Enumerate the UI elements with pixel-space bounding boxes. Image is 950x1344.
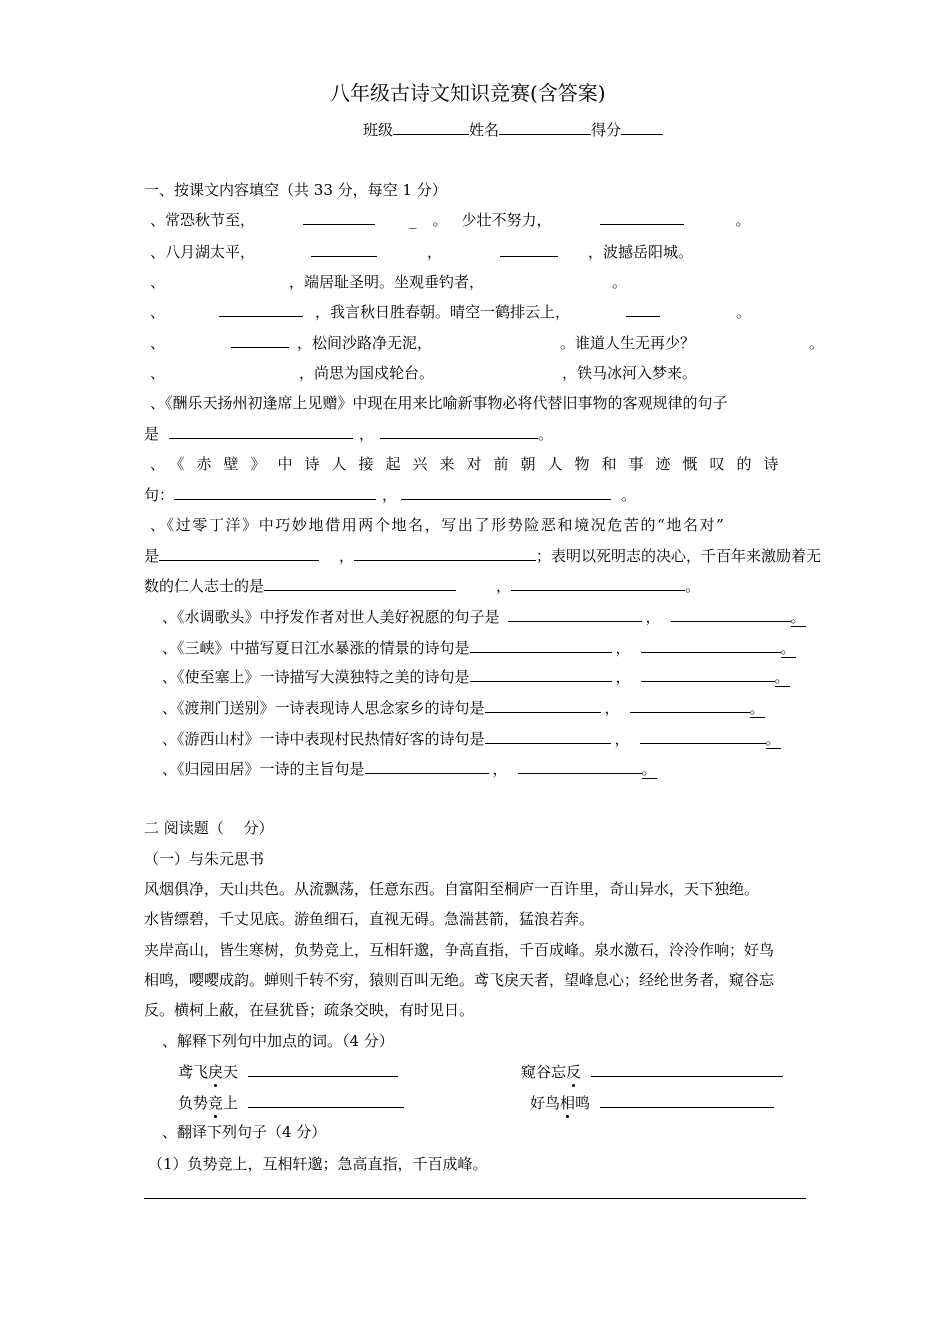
passage-line: 水皆缥碧，千丈见底。游鱼细石，直视无碍。急湍甚箭，猛浪若奔。 <box>144 910 595 928</box>
blank[interactable] <box>248 1093 404 1108</box>
reading-question-2: 、翻译下列句子（4 分） <box>162 1123 327 1141</box>
question-9: 、《过零丁洋》中巧妙地借用两个地名，写出了形势险恶和境况危苦的“地名对” <box>150 516 726 534</box>
section1-heading: 一、按课文内容填空（共 33 分，每空 1 分） <box>144 181 447 199</box>
blank[interactable] <box>231 333 289 348</box>
dotted-char: 相 <box>560 1094 576 1112</box>
blank[interactable] <box>600 210 684 225</box>
blank[interactable] <box>630 698 750 713</box>
word-item-2: 窥谷忘反 <box>521 1062 783 1082</box>
passage-line: 反。横柯上蔽，在昼犹昏；疏条交映，有时见日。 <box>144 1001 475 1019</box>
score-label: 得分 <box>591 121 622 139</box>
blank[interactable] <box>641 667 775 682</box>
blank[interactable] <box>671 607 791 622</box>
question-8-answer: 句： ， 。 <box>144 486 637 504</box>
section2-heading: 二 阅读题（ 分） <box>144 819 274 837</box>
header-fields <box>363 120 663 140</box>
reading-question-1: 、解释下列句中加点的词。（4 分） <box>162 1032 394 1050</box>
name-label: 姓名 <box>469 121 500 139</box>
question-9-answer-2: 数的仁人志士的是 ， 。 <box>144 577 701 595</box>
blank[interactable] <box>354 546 536 561</box>
question-6: 、 ，尚思为国戍轮台。 ，铁马冰河入梦来。 <box>150 364 698 382</box>
dotted-char: 竞 <box>208 1094 224 1112</box>
class-label: 班级 <box>363 121 394 139</box>
question-1: 、常恐秋节至， _ 。 少壮不努力， 。 <box>150 211 751 229</box>
blank[interactable] <box>365 759 489 774</box>
blank[interactable] <box>600 1093 774 1108</box>
blank[interactable] <box>264 576 456 591</box>
blank[interactable] <box>174 485 376 500</box>
question-11: 、《三峡》中描写夏日江水暴涨的情景的诗句是 ， 。 <box>162 639 796 657</box>
blank[interactable] <box>248 1062 398 1077</box>
blank[interactable] <box>511 576 685 591</box>
score-blank[interactable] <box>621 120 663 135</box>
question-10: 、《水调歌头》中抒发作者对世人美好祝愿的句子是 ， 。 <box>162 608 806 626</box>
question-2: 、八月湖太平， ， ，波撼岳阳城。 <box>150 243 694 261</box>
word-item-3: 负势竞上 <box>178 1093 404 1113</box>
blank[interactable] <box>219 302 303 317</box>
blank[interactable] <box>640 729 766 744</box>
blank[interactable] <box>518 759 642 774</box>
word-item-4: 好鸟相鸣 <box>530 1093 774 1113</box>
blank[interactable] <box>380 424 538 439</box>
question-9-answer: 是 ， ；表明以死明志的决心，千百年来激励着无 <box>144 547 822 565</box>
question-7-answer: 是 ， 。 <box>144 425 554 443</box>
question-4: 、 ，我言秋日胜春朝。晴空一鹤排云上， 。 <box>150 303 752 321</box>
passage-line: 夹岸高山，皆生寒树，负势竞上，互相轩邈，争高直指，千百成峰。泉水激石，泠泠作响；好鸟 <box>144 941 775 959</box>
passage-line: 相鸣，嘤嘤成韵。蝉则千转不穷，猿则百叫无绝。鸢飞戾天者，望峰息心；经纶世务者，窥谷忘 <box>144 971 775 989</box>
blank[interactable] <box>485 698 601 713</box>
blank[interactable] <box>303 210 375 225</box>
dotted-char: 戾 <box>208 1063 224 1081</box>
blank[interactable] <box>311 242 377 257</box>
dotted-char: 反 <box>566 1063 582 1081</box>
question-7: 、《酬乐天扬州初逢席上见赠》中现在用来比喻新事物必将代替旧事物的客观规律的句子 <box>150 394 728 412</box>
blank[interactable] <box>508 607 642 622</box>
passage-line: 风烟俱净，天山共色。从流飘荡，任意东西。自富阳至桐庐一百许里，奇山异水，天下独绝。 <box>144 880 760 898</box>
blank[interactable] <box>401 485 611 500</box>
question-13: 、《渡荆门送别》一诗表现诗人思念家乡的诗句是 ， 。 <box>162 699 765 717</box>
blank[interactable] <box>470 667 612 682</box>
blank[interactable] <box>485 729 611 744</box>
blank[interactable] <box>159 546 319 561</box>
reading-title: （一）与朱元思书 <box>144 850 265 868</box>
question-14: 、《游西山村》一诗中表现村民热情好客的诗句是 ， 。 <box>162 730 781 748</box>
blank[interactable] <box>626 302 660 317</box>
class-blank[interactable] <box>393 120 469 135</box>
question-8: 、《赤壁》中诗人接起兴来对前朝人物和事迹慨叹的诗 <box>150 455 791 473</box>
blank[interactable] <box>169 424 353 439</box>
question-5: 、 ，松间沙路净无泥， 。谁道人生无再少？ 。 <box>150 334 825 352</box>
blank[interactable] <box>591 1062 783 1077</box>
blank[interactable] <box>500 242 558 257</box>
word-item-1: 鸢飞戾天 <box>178 1062 398 1082</box>
question-3: 、 ，端居耻圣明。坐观垂钓者， 。 <box>150 273 628 291</box>
question-12: 、《使至塞上》一诗描写大漠独特之美的诗句是 ， 。 <box>162 668 790 686</box>
name-blank[interactable] <box>499 120 591 135</box>
question-15: 、《归园田居》一诗的主旨句是 ， 。 <box>162 760 657 778</box>
blank[interactable] <box>470 638 612 653</box>
translate-sentence-1: （1）负势竞上，互相轩邈；急高直指，千百成峰。 <box>148 1155 488 1173</box>
blank[interactable] <box>641 638 781 653</box>
answer-line[interactable] <box>144 1198 806 1199</box>
page-title: 八年级古诗文知识竞赛(含答案) <box>330 81 606 105</box>
